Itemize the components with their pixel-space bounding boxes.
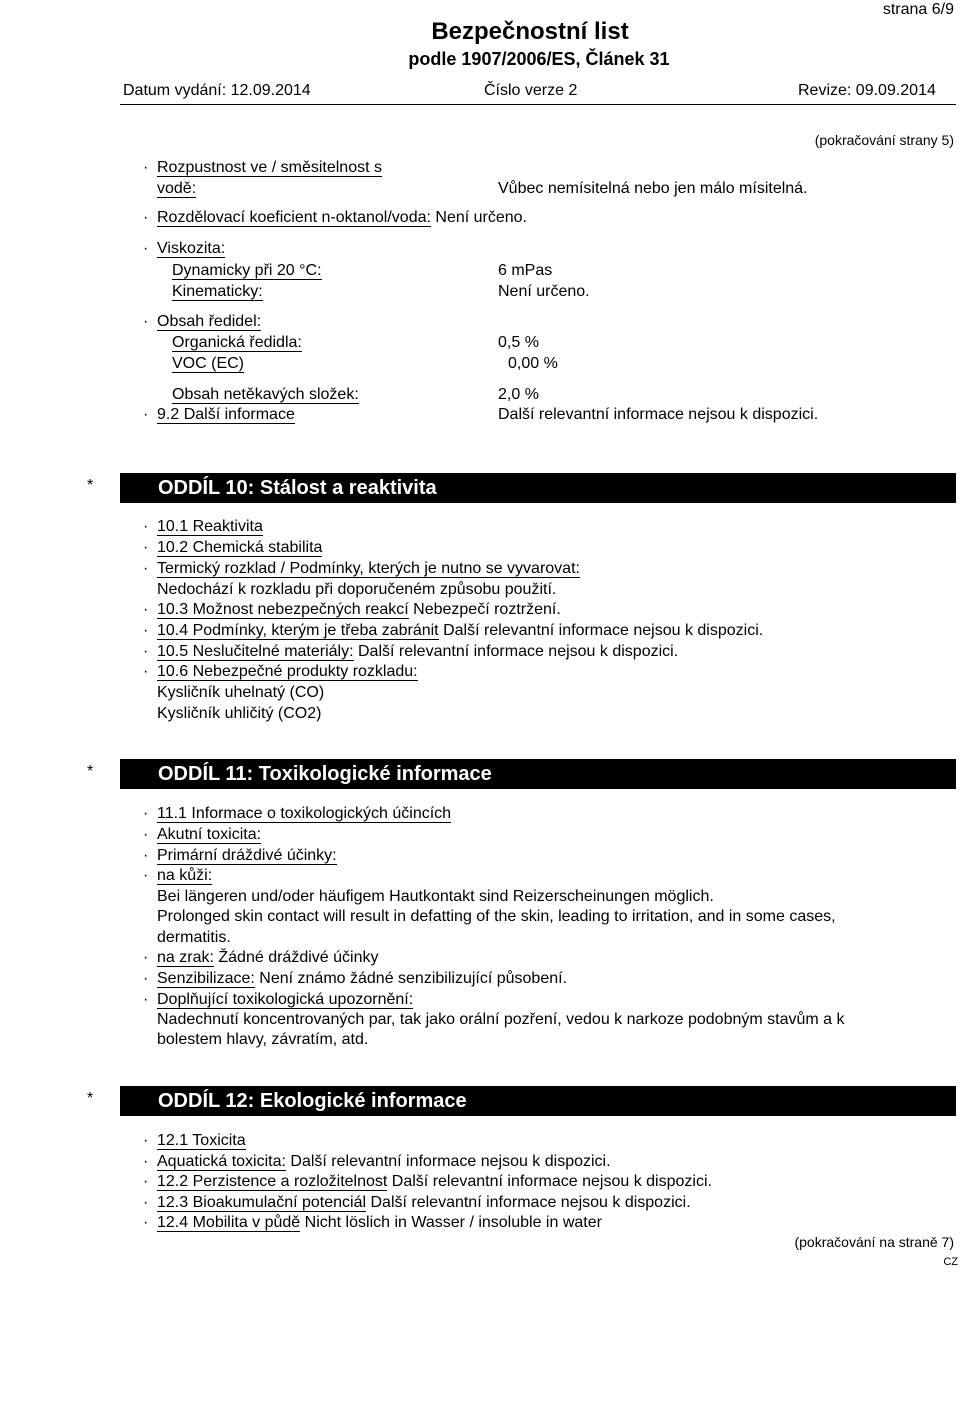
hazardous-reactions: 10.3 Možnost nebezpečných reakcí Nebezpečí roztržení. <box>157 601 561 618</box>
partition-coefficient: Rozdělovací koeficient n-oktanol/voda: Není určeno. <box>157 209 527 226</box>
nonvolatile-label: Obsah netěkavých složek: <box>172 386 359 403</box>
dynamic-viscosity-label: Dynamicky při 20 °C: <box>172 262 322 279</box>
continued-to: (pokračování na straně 7) <box>794 1234 954 1250</box>
solubility-value: Vůbec nemísitelná nebo jen málo mísitelná. <box>498 180 808 197</box>
skin-text-en-cont: dermatitis. <box>157 929 231 946</box>
decomposition-products-label: 10.6 Nebezpečné produkty rozkladu: <box>157 663 418 680</box>
mobility-in-soil: 12.4 Mobilita v půdě Nicht löslich in Wasser / insoluble in water <box>157 1214 602 1231</box>
chemical-stability-label: 10.2 Chemická stabilita <box>157 539 323 556</box>
continued-from: (pokračování strany 5) <box>814 132 954 148</box>
section-12-title: ODDÍL 12: Ekologické informace <box>158 1090 467 1112</box>
other-information-value: Další relevantní informace nejsou k dispozici. <box>498 406 819 423</box>
kinematic-viscosity-value: Není určeno. <box>498 283 590 300</box>
solvent-content-label: Obsah ředidel: <box>157 313 262 330</box>
decomposition-product-co2: Kysličník uhličitý (CO2) <box>157 705 322 722</box>
primary-irritant-label: Primární dráždivé účinky: <box>157 847 337 864</box>
toxicological-effects-label: 11.1 Informace o toxikologických účincích <box>157 805 452 822</box>
acute-toxicity-label: Akutní toxicita: <box>157 826 262 843</box>
organic-solvents-label: Organická ředidla: <box>172 334 302 351</box>
skin-text-de: Bei längeren und/oder häufigem Hautkontakt sind Reizerscheinungen möglich. <box>157 888 714 905</box>
conditions-to-avoid: 10.4 Podmínky, kterým je třeba zabránit Další relevantní informace nejsou k dispozici. <box>157 622 764 639</box>
revision-star: * <box>87 1090 94 1107</box>
document-subtitle: podle 1907/2006/ES, Článek 31 <box>408 49 670 69</box>
skin-text-en: Prolonged skin contact will result in defatting of the skin, leading to irritation, and in some cases, <box>157 908 836 925</box>
persistence-degradability: 12.2 Perzistence a rozložitelnost Další relevantní informace nejsou k dispozici. <box>157 1173 712 1190</box>
sensitization: Senzibilizace: Není známo žádné senzibilizující působení. <box>157 970 568 987</box>
decomposition-product-co: Kysličník uhelnatý (CO) <box>157 684 325 701</box>
language-code: CZ <box>943 1256 958 1268</box>
section-11-title: ODDÍL 11: Toxikologické informace <box>158 763 492 785</box>
revision-date: Revize: 09.09.2014 <box>798 82 936 99</box>
additional-toxicology-label: Doplňující toxikologická upozornění: <box>157 991 414 1008</box>
aquatic-toxicity: Aquatická toxicita: Další relevantní informace nejsou k dispozici. <box>157 1153 611 1170</box>
document-title: Bezpečnostní list <box>431 18 629 45</box>
solubility-label-cont: vodě: <box>157 180 197 197</box>
thermal-decomposition-label: Termický rozklad / Podmínky, kterých je nutno se vyvarovat: <box>157 560 580 577</box>
section-12-header <box>120 1086 956 1116</box>
eye-irritation: na zrak: Žádné dráždivé účinky <box>157 949 379 966</box>
issue-date: Datum vydání: 12.09.2014 <box>123 82 311 99</box>
organic-solvents-value: 0,5 % <box>498 334 539 351</box>
voc-value: 0,00 % <box>508 355 558 372</box>
bioaccumulative-potential: 12.3 Bioakumulační potenciál Další relevantní informace nejsou k dispozici. <box>157 1194 691 1211</box>
incompatible-materials: 10.5 Neslučitelné materiály: Další relevantní informace nejsou k dispozici. <box>157 643 679 660</box>
header-divider <box>120 104 956 105</box>
revision-star: * <box>87 477 94 494</box>
skin-label: na kůži: <box>157 867 213 884</box>
reactivity-label: 10.1 Reaktivita <box>157 518 263 535</box>
dynamic-viscosity-value: 6 mPas <box>498 262 553 279</box>
thermal-decomposition-text: Nedochází k rozkladu při doporučeném způsobu použití. <box>157 581 557 598</box>
solubility-label: Rozpustnost ve / směsitelnost s <box>157 159 382 176</box>
toxicity-label: 12.1 Toxicita <box>157 1132 246 1149</box>
voc-label: VOC (EC) <box>172 355 244 372</box>
section-10-title: ODDÍL 10: Stálost a reaktivita <box>158 477 437 499</box>
revision-star: * <box>87 763 94 780</box>
other-information-label: 9.2 Další informace <box>157 406 295 423</box>
viscosity-label: Viskozita: <box>157 240 226 257</box>
additional-toxicology-text-cont: bolestem hlavy, závratím, atd. <box>157 1031 369 1048</box>
section-11-header <box>120 759 956 789</box>
additional-toxicology-text: Nadechnutí koncentrovaných par, tak jako orální pozření, vedou k narkoze podobným stavům a k <box>157 1011 845 1028</box>
kinematic-viscosity-label: Kinematicky: <box>172 283 263 300</box>
page-number: strana 6/9 <box>882 1 954 18</box>
section-10-header <box>120 473 956 503</box>
nonvolatile-value: 2,0 % <box>498 386 539 403</box>
version-number: Číslo verze 2 <box>484 82 578 99</box>
